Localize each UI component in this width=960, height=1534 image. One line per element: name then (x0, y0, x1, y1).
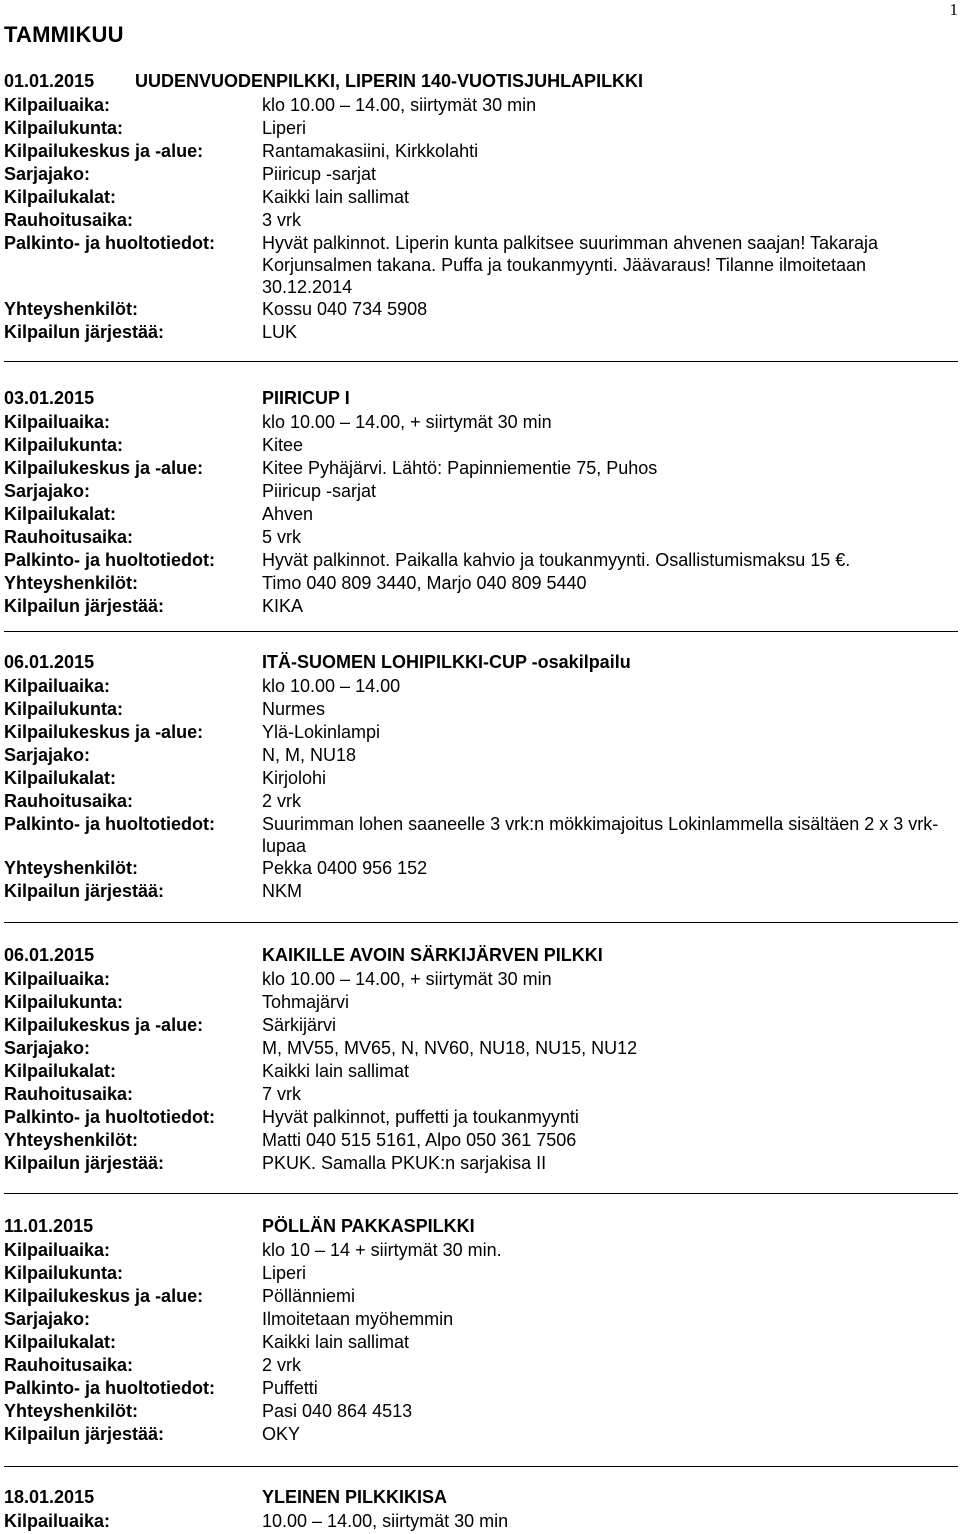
field-value: Tohmajärvi (262, 992, 350, 1012)
field-label: Kilpailukalat: (4, 1332, 117, 1352)
field-row (4, 767, 956, 790)
field-row (4, 1152, 956, 1175)
field-row (4, 503, 956, 526)
field-label: Kilpailukeskus ja -alue: (4, 141, 204, 161)
field-value: Piiricup -sarjat (262, 481, 377, 501)
field-row (4, 480, 956, 503)
field-label: Kilpailukeskus ja -alue: (4, 1015, 204, 1035)
field-row (4, 1400, 956, 1423)
field-row (4, 1262, 956, 1285)
field-label: Kilpailuaika: (4, 412, 111, 432)
field-label: Kilpailukalat: (4, 504, 117, 524)
field-label: Kilpailukeskus ja -alue: (4, 458, 204, 478)
field-value: klo 10.00 – 14.00 (262, 676, 401, 696)
field-row (4, 813, 956, 857)
event-title: ITÄ-SUOMEN LOHIPILKKI-CUP -osakilpailu (262, 652, 631, 672)
field-row (4, 140, 956, 163)
field-row (4, 1239, 956, 1262)
field-row (4, 1285, 956, 1308)
field-label: Kilpailuaika: (4, 1511, 111, 1531)
field-label: Yhteyshenkilöt: (4, 1130, 139, 1150)
field-label: Sarjajako: (4, 481, 91, 501)
field-value: Särkijärvi (262, 1015, 337, 1035)
section-divider (4, 1466, 958, 1467)
field-value: Kirjolohi (262, 768, 327, 788)
field-row (4, 675, 956, 698)
field-value: Suurimman lohen saaneelle 3 vrk:n mökkimajoitus Lokinlammella sisältäen 2 x 3 vrk-lupaa (262, 814, 939, 856)
field-row (4, 1331, 956, 1354)
section-divider (4, 922, 958, 923)
field-row (4, 1510, 956, 1533)
field-label: Kilpailuaika: (4, 969, 111, 989)
field-label: Kilpailukalat: (4, 1061, 117, 1081)
field-row (4, 880, 956, 903)
field-row (4, 321, 956, 344)
event-date: 01.01.2015 (4, 71, 95, 91)
field-value: klo 10.00 – 14.00, + siirtymät 30 min (262, 412, 552, 432)
field-label: Kilpailun järjestää: (4, 1153, 165, 1173)
field-row (4, 1308, 956, 1331)
field-label: Kilpailukalat: (4, 187, 117, 207)
field-label: Rauhoitusaika: (4, 1084, 134, 1104)
field-value: Kossu 040 734 5908 (262, 299, 428, 319)
field-value: Nurmes (262, 699, 326, 719)
event-entry (4, 388, 956, 618)
field-value: Liperi (262, 118, 307, 138)
page-number: 1 (949, 0, 958, 19)
field-value: NKM (262, 881, 302, 901)
field-row (4, 186, 956, 209)
field-value: Kitee Pyhäjärvi. Lähtö: Papinniementie 75, Puhos (262, 458, 658, 478)
field-value: M, MV55, MV65, N, NV60, NU18, NU15, NU12 (262, 1038, 638, 1058)
field-row (4, 721, 956, 744)
field-label: Rauhoitusaika: (4, 791, 134, 811)
event-header (4, 945, 956, 968)
field-label: Kilpailukunta: (4, 435, 124, 455)
event-title: KAIKILLE AVOIN SÄRKIJÄRVEN PILKKI (262, 945, 603, 965)
field-label: Rauhoitusaika: (4, 527, 134, 547)
event-date: 18.01.2015 (4, 1487, 95, 1507)
field-row (4, 526, 956, 549)
field-label: Kilpailuaika: (4, 676, 111, 696)
field-value: Timo 040 809 3440, Marjo 040 809 5440 (262, 573, 587, 593)
field-label: Kilpailun järjestää: (4, 322, 165, 342)
field-label: Kilpailuaika: (4, 95, 111, 115)
field-value: KIKA (262, 596, 304, 616)
field-row (4, 457, 956, 480)
event-entry (4, 1487, 956, 1533)
field-value: 2 vrk (262, 791, 302, 811)
field-value: LUK (262, 322, 298, 342)
field-label: Kilpailukeskus ja -alue: (4, 1286, 204, 1306)
field-label: Kilpailukunta: (4, 1263, 124, 1283)
field-row (4, 1037, 956, 1060)
field-label: Sarjajako: (4, 164, 91, 184)
event-header (4, 652, 956, 675)
field-label: Rauhoitusaika: (4, 1355, 134, 1375)
field-row (4, 1083, 956, 1106)
field-row (4, 1060, 956, 1083)
field-value: klo 10.00 – 14.00, + siirtymät 30 min (262, 969, 552, 989)
field-value: Ylä-Lokinlampi (262, 722, 381, 742)
field-row (4, 968, 956, 991)
field-label: Kilpailukunta: (4, 118, 124, 138)
field-row (4, 572, 956, 595)
field-row (4, 94, 956, 117)
field-label: Sarjajako: (4, 1309, 91, 1329)
field-label: Sarjajako: (4, 745, 91, 765)
event-entry (4, 652, 956, 903)
field-value: klo 10.00 – 14.00, siirtymät 30 min (262, 95, 537, 115)
field-value: Kaikki lain sallimat (262, 1332, 410, 1352)
field-value: Hyvät palkinnot. Paikalla kahvio ja toukanmyynti. Osallistumismaksu 15 €. (262, 550, 851, 570)
field-label: Yhteyshenkilöt: (4, 573, 139, 593)
field-value: Hyvät palkinnot. Liperin kunta palkitsee suurimman ahvenen saajan! Takaraja Korjunsalmen takana. Puffa ja toukanmyynti. Jäävaraus! Tilanne ilmoitetaan 30.12.2014 (262, 233, 879, 297)
field-row (4, 790, 956, 813)
field-row (4, 298, 956, 321)
field-value: Kaikki lain sallimat (262, 187, 410, 207)
field-label: Palkinto- ja huoltotiedot: (4, 814, 215, 834)
event-date: 11.01.2015 (4, 1216, 94, 1236)
event-title: PÖLLÄN PAKKASPILKKI (262, 1216, 475, 1236)
event-date: 06.01.2015 (4, 652, 95, 672)
field-row (4, 1129, 956, 1152)
field-value: Ahven (262, 504, 314, 524)
event-date: 03.01.2015 (4, 388, 95, 408)
field-row (4, 991, 956, 1014)
event-entry (4, 945, 956, 1175)
section-divider (4, 361, 958, 362)
field-label: Kilpailuaika: (4, 1240, 111, 1260)
field-value: N, M, NU18 (262, 745, 357, 765)
field-value: 7 vrk (262, 1084, 302, 1104)
field-row (4, 1377, 956, 1400)
field-value: Rantamakasiini, Kirkkolahti (262, 141, 479, 161)
field-value: 3 vrk (262, 210, 302, 230)
field-value: Pekka 0400 956 152 (262, 858, 428, 878)
event-header (4, 71, 956, 94)
field-row (4, 857, 956, 880)
event-title: PIIRICUP I (262, 388, 350, 408)
field-row (4, 744, 956, 767)
field-label: Kilpailukunta: (4, 992, 124, 1012)
field-value: Kaikki lain sallimat (262, 1061, 410, 1081)
field-row (4, 1423, 956, 1446)
field-label: Kilpailun järjestää: (4, 596, 165, 616)
field-label: Sarjajako: (4, 1038, 91, 1058)
event-title: UUDENVUODENPILKKI, LIPERIN 140-VUOTISJUHLAPILKKI (135, 71, 644, 91)
field-value: klo 10 – 14 + siirtymät 30 min. (262, 1240, 502, 1260)
field-row (4, 1106, 956, 1129)
field-row (4, 434, 956, 457)
field-label: Kilpailun järjestää: (4, 881, 165, 901)
field-value: PKUK. Samalla PKUK:n sarjakisa II (262, 1153, 547, 1173)
field-value: Kitee (262, 435, 304, 455)
field-label: Palkinto- ja huoltotiedot: (4, 1107, 215, 1127)
field-row (4, 163, 956, 186)
field-row (4, 117, 956, 140)
event-header (4, 388, 956, 411)
field-value: Piiricup -sarjat (262, 164, 377, 184)
field-label: Yhteyshenkilöt: (4, 299, 139, 319)
field-value: 10.00 – 14.00, siirtymät 30 min (262, 1511, 509, 1531)
field-label: Palkinto- ja huoltotiedot: (4, 233, 215, 253)
field-value: Hyvät palkinnot, puffetti ja toukanmyynti (262, 1107, 579, 1127)
field-label: Yhteyshenkilöt: (4, 858, 139, 878)
field-label: Kilpailukunta: (4, 699, 124, 719)
field-row (4, 595, 956, 618)
field-label: Kilpailukalat: (4, 768, 117, 788)
field-label: Kilpailun järjestää: (4, 1424, 165, 1444)
event-header (4, 1216, 956, 1239)
field-label: Kilpailukeskus ja -alue: (4, 722, 204, 742)
field-value: 2 vrk (262, 1355, 302, 1375)
section-divider (4, 1193, 958, 1194)
field-value: OKY (262, 1424, 301, 1444)
field-value: Puffetti (262, 1378, 318, 1398)
field-row (4, 411, 956, 434)
field-row (4, 549, 956, 572)
event-entry (4, 71, 956, 344)
field-value: Matti 040 515 5161, Alpo 050 361 7506 (262, 1130, 577, 1150)
event-entry (4, 1216, 956, 1446)
field-label: Rauhoitusaika: (4, 210, 134, 230)
event-date: 06.01.2015 (4, 945, 95, 965)
section-divider (4, 631, 958, 632)
field-label: Palkinto- ja huoltotiedot: (4, 1378, 215, 1398)
field-row (4, 1354, 956, 1377)
field-value: Pasi 040 864 4513 (262, 1401, 413, 1421)
field-row (4, 209, 956, 232)
field-value: Pöllänniemi (262, 1286, 356, 1306)
month-heading: TAMMIKUU (4, 22, 124, 47)
field-label: Palkinto- ja huoltotiedot: (4, 550, 215, 570)
field-row (4, 232, 956, 298)
field-value: Ilmoitetaan myöhemmin (262, 1309, 454, 1329)
field-row (4, 698, 956, 721)
event-header (4, 1487, 956, 1510)
event-title: YLEINEN PILKKIKISA (262, 1487, 448, 1507)
field-label: Yhteyshenkilöt: (4, 1401, 139, 1421)
field-value: Liperi (262, 1263, 307, 1283)
field-row (4, 1014, 956, 1037)
field-value: 5 vrk (262, 527, 302, 547)
